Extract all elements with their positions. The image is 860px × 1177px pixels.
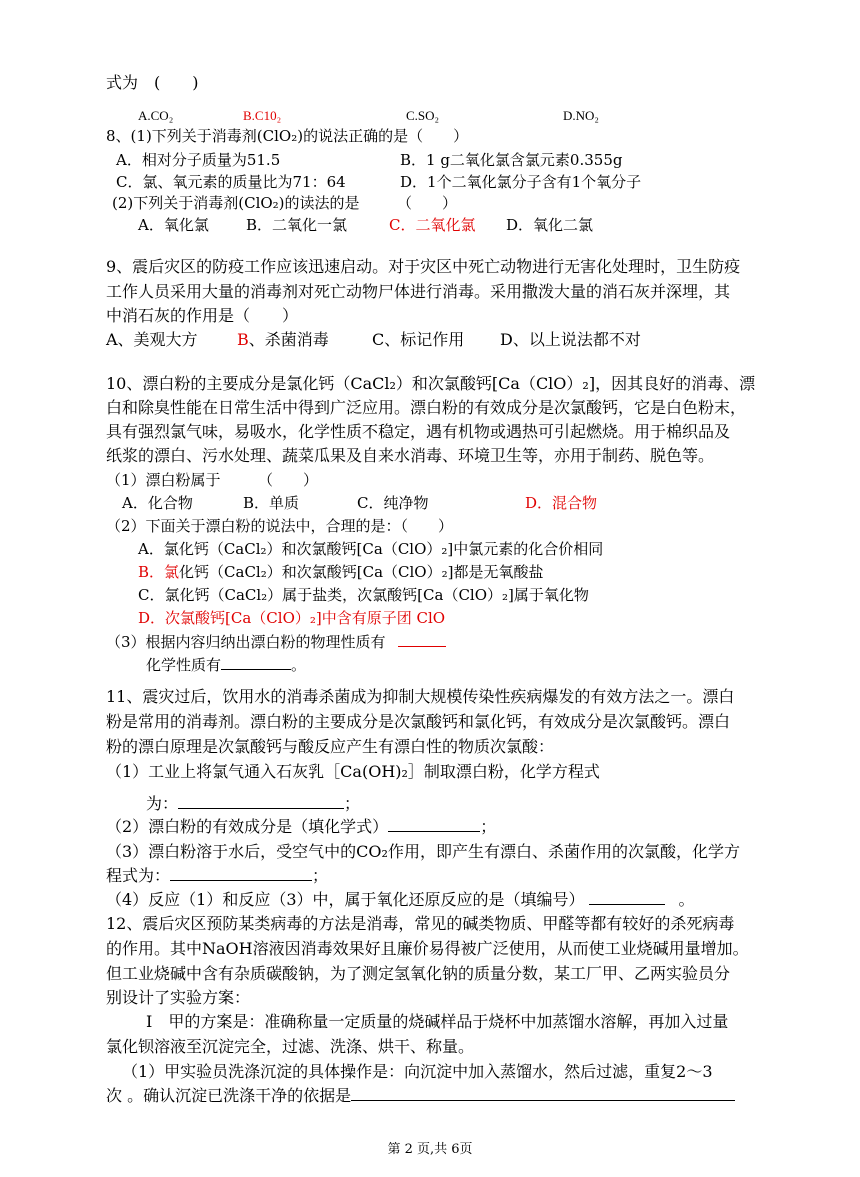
q9-line-3: 中消石灰的作用是（ ）	[106, 306, 299, 325]
q8-title: 8、(1)下列关于消毒剂(ClO₂)的说法正确的是（ ）	[106, 127, 469, 145]
q7-option-d: D.NO₂	[563, 108, 599, 123]
q8-sub2-option-c: C．二氧化氯	[389, 216, 476, 234]
q10-sub2-option-c: C．氯化钙（CaCl₂）属于盐类，次氯酸钙[Ca（ClO）₂]属于氧化物	[138, 586, 589, 604]
q10-sub3-line-1	[106, 632, 446, 652]
q11-sub2-label: （2）漂白粉的有效成分是（填化学式）	[106, 817, 389, 836]
q10-sub1-option-b: B．单质	[243, 494, 300, 512]
q11-redox-blank[interactable]	[589, 890, 665, 905]
q11-sub3: （3）漂白粉溶于水后，受空气中的CO₂作用，即产生有漂白、杀菌作用的次氯酸，化学方	[106, 842, 740, 861]
q10-sub3-end: 。	[291, 656, 307, 674]
q10-sub2-option-b	[138, 562, 543, 582]
q11-sub4	[106, 890, 695, 910]
q11-sub4-label: （4）反应（1）和反应（3）中，属于氧化还原反应的是（填编号）	[106, 890, 585, 909]
q12-line-3: 但工业烧碱中含有杂质碳酸钠，为了测定氢氧化钠的质量分数，某工厂甲、乙两实验员分	[106, 964, 731, 983]
q11-sub1-label: 为：	[146, 794, 179, 813]
q12-sub1-label: 次 。确认沉淀已洗涤干净的依据是	[106, 1086, 352, 1105]
q10-sub3-line-2	[146, 655, 306, 675]
q10-physical-blank[interactable]	[398, 632, 446, 647]
q11-sub3-label: 程式为：	[106, 866, 171, 885]
q10-line-2: 白和除臭性能在日常生活中得到广泛应用。漂白粉的有效成分是次氯酸钙，它是白色粉末，	[106, 398, 747, 417]
q9-line-1: 9、震后灾区的防疫工作应该迅速启动。对于灾区中死亡动物进行无害化处理时，卫生防疫	[106, 257, 741, 276]
q11-line-2: 粉是常用的消毒剂。漂白粉的主要成分是次氯酸钙和氯化钙，有效成分是次氯酸钙。漂白	[106, 712, 731, 731]
q10-sub2-option-b-letter: B．氯	[138, 563, 180, 581]
q11-sub2	[106, 817, 496, 837]
q7-option-b: B.C10₂	[243, 108, 282, 123]
q10-sub3-chemical-label: 化学性质有	[146, 656, 222, 674]
q11-line-1: 11、震灾过后，饮用水的消毒杀菌成为抑制大规模传染性疾病爆发的有效方法之一。漂白	[106, 687, 735, 706]
q9-option-b-rest: 、杀菌消毒	[248, 330, 329, 349]
q11-sub2-end: ；	[480, 817, 497, 836]
q10-line-4: 纸浆的漂白、污水处理、蔬菜瓜果及自来水消毒、环境卫生等，亦用于制药、脱色等。	[106, 446, 715, 465]
q11-equation-blank[interactable]	[178, 794, 344, 809]
q11-sub3-answer-line	[106, 866, 328, 886]
q12-line-4: 别设计了实验方案：	[106, 988, 251, 1007]
q10-sub2-title: （2）下面关于漂白粉的说法中，合理的是：（ ）	[106, 517, 454, 535]
q12-line-1: 12、震后灾区预防某类病毒的方法是消毒，常见的碱类物质、甲醛等都有较好的杀死病毒	[106, 914, 735, 933]
q11-sub1-answer-line	[146, 794, 360, 814]
q10-sub3-physical-label: （3）根据内容归纳出漂白粉的物理性质有	[106, 633, 386, 651]
q10-line-1: 10、漂白粉的主要成分是氯化钙（CaCl₂）和次氯酸钙[Ca（ClO）₂]，因其良好的消毒、漂	[106, 374, 756, 393]
q8-option-d: D．1个二氧化氯分子含有1个氧分子	[400, 173, 642, 191]
q10-sub1-option-d: D．混合物	[525, 494, 598, 512]
q9-option-a: A、美观大方	[106, 330, 198, 349]
q10-sub2-option-b-rest: 化钙（CaCl₂）和次氯酸钙[Ca（ClO）₂]都是无氧酸盐	[179, 563, 544, 581]
q8-sub2-option-d: D．氧化二氯	[506, 216, 594, 234]
q11-sub4-end: 。	[678, 890, 695, 909]
q12-plan-1-line-2: 氯化钡溶液至沉淀完全，过滤、洗涤、烘干、称量。	[106, 1037, 475, 1056]
q12-plan-1-line-1: Ⅰ 甲的方案是：准确称量一定质量的烧碱样品于烧杯中加蒸馏水溶解，再加入过量	[146, 1012, 729, 1031]
q8-option-b: B．1 g二氧化氯含氯元素0.355g	[400, 151, 623, 169]
q12-sub1-line-1: （1）甲实验员洗涤沉淀的具体操作是：向沉淀中加入蒸馏水，然后过滤，重复2～3	[122, 1062, 713, 1081]
q7-option-a: A.CO₂	[138, 108, 174, 123]
q7-stem-tail: 式为 ( )	[106, 73, 199, 92]
q12-washed-criterion-blank[interactable]	[351, 1086, 735, 1101]
q11-sub1: （1）工业上将氯气通入石灰乳［Ca(OH)₂］制取漂白粉，化学方程式	[106, 762, 600, 781]
q10-sub2-option-a: A．氯化钙（CaCl₂）和次氯酸钙[Ca（ClO）₂]中氯元素的化合价相同	[138, 540, 604, 558]
page-footer: 第 2 页,共 6页	[387, 1142, 473, 1157]
q11-formula-blank[interactable]	[388, 817, 480, 832]
q10-sub2-option-d: D．次氯酸钙[Ca（ClO）₂]中含有原子团 ClO	[138, 609, 446, 627]
q9-line-2: 工作人员采用大量的消毒剂对死亡动物尸体进行消毒。采用撒泼大量的消石灰并深埋，其	[106, 282, 731, 301]
q8-sub2-title: (2)下列关于消毒剂(ClO₂)的读法的是 （ ）	[112, 194, 458, 212]
q9-option-b: B、杀菌消毒	[237, 330, 329, 349]
q11-line-3: 粉的漂白原理是次氯酸钙与酸反应产生有漂白性的物质次氯酸：	[106, 737, 555, 756]
q12-line-2: 的作用。其中NaOH溶液因消毒效果好且廉价易得被广泛使用，从而使工业烧碱用量增加。	[106, 939, 749, 958]
q10-line-3: 具有强烈氯气味，易吸水，化学性质不稳定，遇有机物或遇热可引起燃烧。用于棉织品及	[106, 422, 731, 441]
q11-sub3-end: ；	[312, 866, 329, 885]
q8-sub2-option-a: A．氧化氯	[138, 216, 209, 234]
q9-option-d: D、以上说法都不对	[500, 330, 641, 349]
q8-option-c: C．氯、氧元素的质量比为71：64	[116, 173, 346, 191]
q11-sub1-end: ；	[344, 794, 361, 813]
q7-option-c: C.SO₂	[406, 108, 440, 123]
q10-sub1-option-a: A．化合物	[122, 494, 193, 512]
q10-sub1-title: （1）漂白粉属于 （ ）	[106, 471, 319, 489]
q8-sub2-option-b: B．二氧化一氯	[246, 216, 348, 234]
q11-co2-equation-blank[interactable]	[170, 866, 312, 881]
q12-sub1-line-2	[106, 1086, 735, 1106]
q10-chemical-blank[interactable]	[221, 655, 291, 670]
q9-option-c: C、标记作用	[372, 330, 465, 349]
q10-sub1-option-c: C．纯净物	[357, 494, 429, 512]
q8-option-a: A．相对分子质量为51.5	[116, 151, 281, 169]
